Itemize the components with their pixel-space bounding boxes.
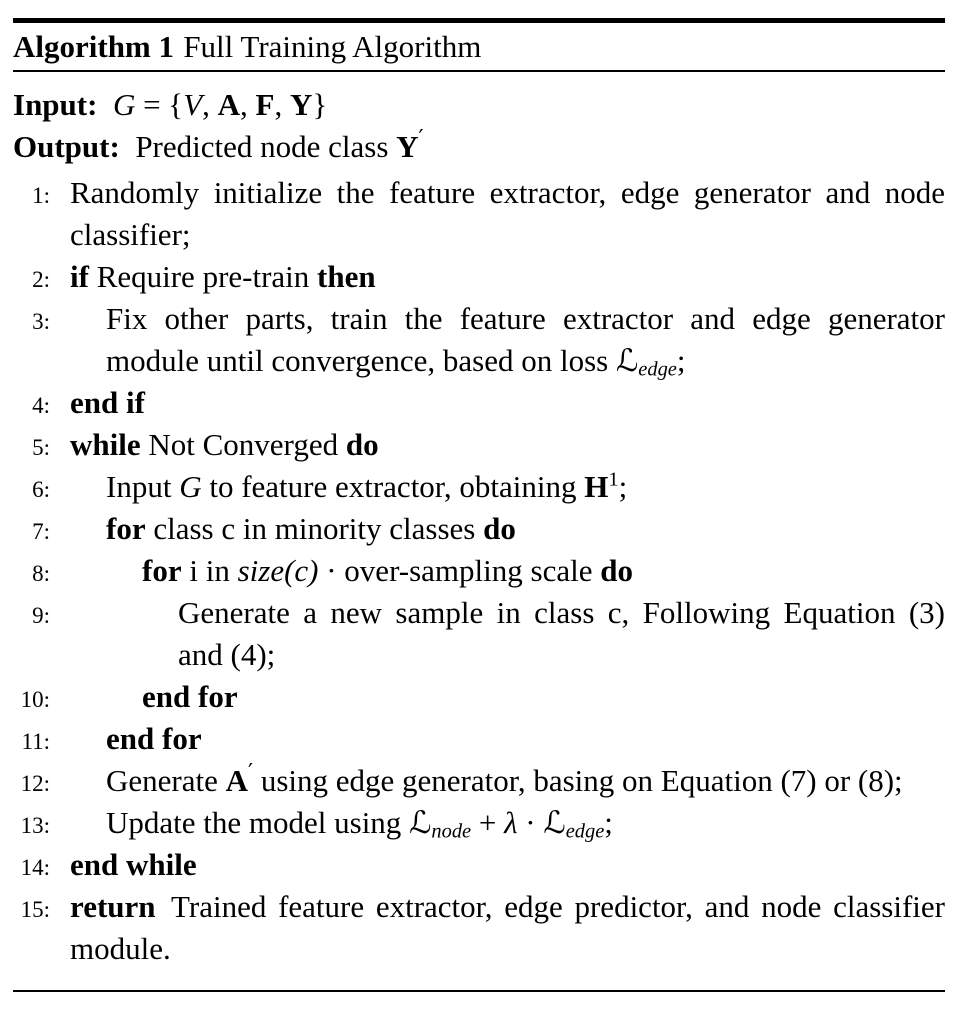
caption-rule (13, 70, 945, 72)
text-segment: end while (70, 847, 197, 882)
text-segment: ℒ (409, 805, 432, 841)
step-text (50, 298, 945, 382)
text-segment: λ (504, 805, 518, 840)
text-segment: + (471, 805, 505, 840)
step-text (50, 844, 945, 886)
step-text (50, 550, 945, 592)
text-segment: do (483, 511, 516, 546)
text-segment: Not Converged (140, 427, 346, 462)
text-segment: F (255, 87, 275, 122)
text-segment: size(c) (237, 553, 319, 588)
algo-step-5 (13, 424, 945, 466)
text-segment: ′ (248, 759, 254, 786)
step-text (50, 508, 945, 550)
text-segment: Input: (13, 87, 98, 122)
line-number: 4: (32, 393, 50, 418)
text-segment: ℒ (615, 343, 639, 379)
text-segment: , (202, 87, 218, 122)
text-segment: i in (181, 553, 238, 588)
step-text (50, 592, 945, 676)
text-segment: if (70, 259, 89, 294)
text-segment: end for (106, 721, 202, 756)
text-segment: node (431, 820, 472, 843)
algo-step-7 (13, 508, 945, 550)
line-number: 10: (20, 687, 50, 712)
line-number: 9: (32, 603, 50, 628)
step-text (50, 466, 945, 508)
text-segment: edge (565, 820, 605, 843)
algo-step-12 (13, 760, 945, 802)
step-text (50, 256, 945, 298)
text-segment: then (317, 259, 376, 294)
line-number: 6: (32, 477, 50, 502)
text-segment: Generate a new sample in class c, Following Equation (3) and (4); (178, 595, 945, 672)
algo-step-10 (13, 676, 945, 718)
algorithm-io-block (13, 84, 945, 168)
text-segment: end if (70, 385, 145, 420)
step-text (50, 382, 945, 424)
line-number: 8: (32, 561, 50, 586)
text-segment: G (179, 469, 202, 504)
text-segment: , (240, 87, 256, 122)
line-number: 5: (32, 435, 50, 460)
text-segment: class c in minority classes (145, 511, 484, 546)
text-segment: do (345, 427, 379, 462)
line-number: 2: (32, 267, 50, 292)
line-number: 12: (20, 771, 50, 796)
algorithm-caption-label: Algorithm 1 (13, 29, 175, 64)
text-segment: A (225, 763, 249, 798)
text-segment: = { (135, 87, 184, 122)
line-number: 14: (20, 855, 50, 880)
text-segment: Update the model using (106, 805, 410, 840)
line-number: 3: (32, 309, 50, 334)
text-segment: ; (604, 805, 613, 840)
text-segment: V (183, 87, 203, 122)
text-segment: A (217, 87, 241, 122)
algo-step-15 (13, 886, 945, 970)
input-line (13, 84, 945, 126)
text-segment: Y (396, 129, 419, 164)
step-text (50, 760, 945, 802)
text-segment: · (517, 805, 544, 840)
text-segment: H (584, 469, 609, 504)
algorithm-caption (13, 23, 945, 70)
text-segment: ; (618, 469, 628, 504)
algo-step-11 (13, 718, 945, 760)
text-segment: ℒ (543, 805, 566, 841)
text-segment: ′ (418, 125, 424, 152)
step-text (50, 886, 945, 970)
algo-step-8 (13, 550, 945, 592)
text-segment: G (112, 87, 136, 122)
text-segment: Trained feature extractor, edge predictor, and node classifier module. (70, 889, 945, 966)
text-segment: do (600, 553, 633, 588)
step-text (50, 172, 945, 256)
line-number: 15: (20, 897, 50, 922)
text-segment: while (70, 427, 141, 462)
text-segment: , (274, 87, 290, 122)
step-text (50, 424, 945, 466)
algo-step-1 (13, 172, 945, 256)
algo-step-2 (13, 256, 945, 298)
step-text (50, 676, 945, 718)
text-segment: Y (289, 87, 313, 122)
text-segment: Input (106, 469, 180, 504)
text-segment: for (106, 511, 146, 546)
text-segment: Output: (13, 129, 120, 164)
text-segment: for (142, 553, 182, 588)
line-number: 7: (32, 519, 50, 544)
text-segment: 1 (608, 468, 619, 491)
text-segment: ; (676, 343, 686, 378)
bottom-rule (13, 990, 945, 992)
line-number: 1: (32, 183, 50, 208)
algo-step-6 (13, 466, 945, 508)
algo-step-4 (13, 382, 945, 424)
text-segment: Randomly initialize the feature extractor, edge generator and node classifier; (70, 175, 945, 252)
text-segment: } (312, 87, 328, 122)
text-segment: Generate (106, 763, 226, 798)
text-segment: return (70, 889, 156, 924)
step-text (50, 718, 945, 760)
algo-step-13 (13, 802, 945, 844)
line-number: 13: (20, 813, 50, 838)
algorithm-caption-title: Full Training Algorithm (183, 29, 482, 64)
text-segment: Fix other parts, train the feature extractor and edge generator module until convergence, based on loss (106, 301, 945, 378)
text-segment: Require pre-train (88, 259, 318, 294)
text-segment: to feature extractor, obtaining (201, 469, 585, 504)
output-line (13, 126, 945, 168)
text-segment: edge (638, 358, 677, 381)
text-segment: · over-sampling scale (318, 553, 601, 588)
line-number: 11: (21, 729, 50, 754)
step-text (50, 802, 945, 844)
text-segment: Predicted node class (135, 129, 397, 164)
algo-step-14 (13, 844, 945, 886)
algorithm-steps (13, 172, 945, 970)
text-segment: end for (142, 679, 238, 714)
algo-step-9 (13, 592, 945, 676)
algo-step-3 (13, 298, 945, 382)
text-segment: using edge generator, basing on Equation (7) or (8); (253, 763, 903, 798)
